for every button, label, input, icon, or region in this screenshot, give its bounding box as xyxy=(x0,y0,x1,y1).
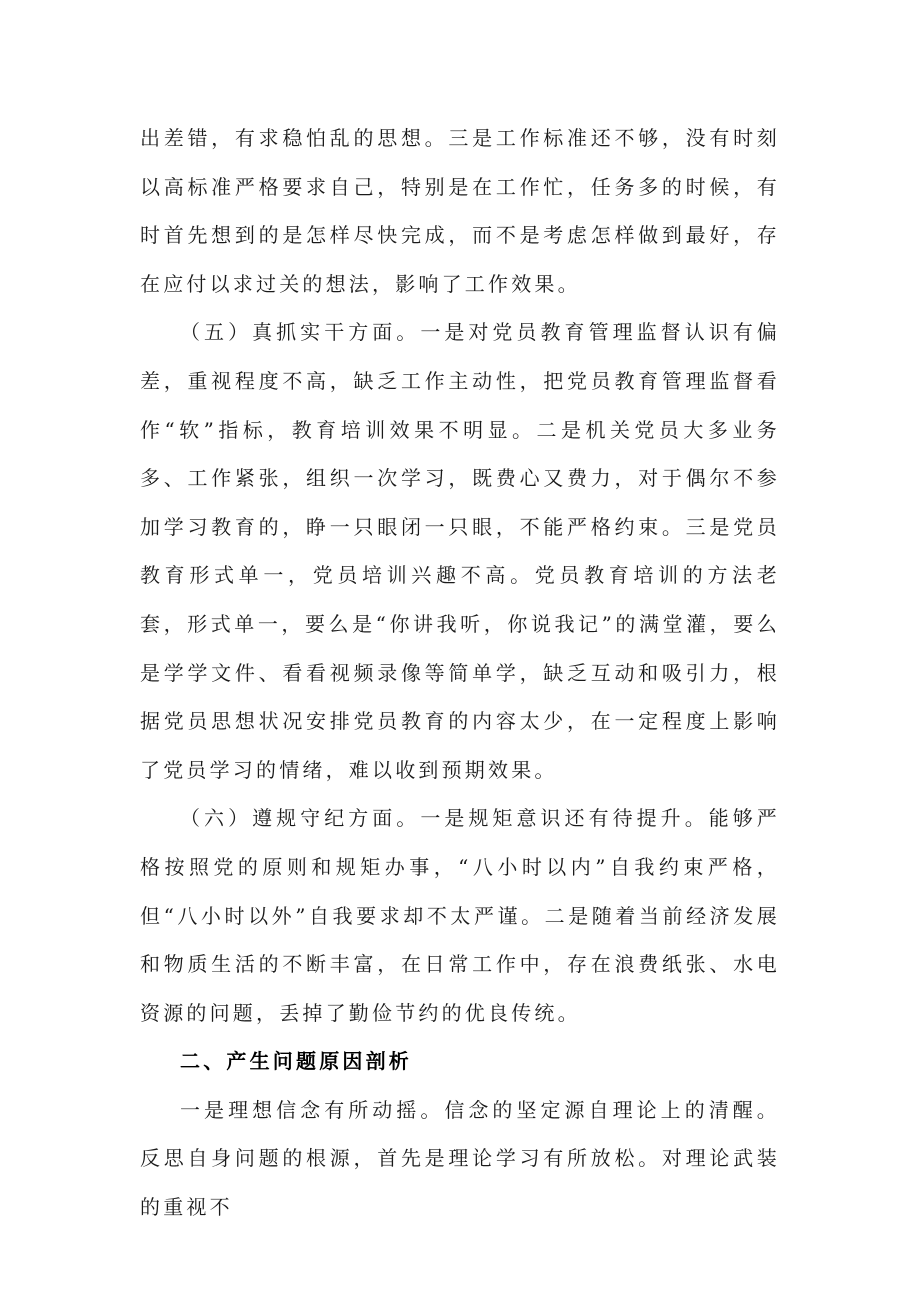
paragraph-section-six: （六）遵规守纪方面。一是规矩意识还有待提升。能够严格按照党的原则和规矩办事，“八小时以内”自我约束严格，但“八小时以外”自我要求却不太严谨。二是随着当前经济发展和物质生活的不断丰富，在日常工作中，存在浪费纸张、水电资源的问题，丢掉了勤俭节约的优良传统。 xyxy=(140,806,780,1025)
paragraph-cause-analysis: 一是理想信念有所动摇。信念的坚定源自理论上的清醒。反思自身问题的根源，首先是理论学习有所放松。对理论武装的重视不 xyxy=(140,1097,780,1220)
document-body xyxy=(140,114,780,1232)
section-heading: 二、产生问题原因剖析 xyxy=(180,1049,412,1074)
paragraph-continued: 出差错，有求稳怕乱的思想。三是工作标准还不够，没有时刻以高标准严格要求自己，特别是在工作忙，任务多的时候，有时首先想到的是怎样尽快完成，而不是考虑怎样做到最好，存在应付以求过关的想法，影响了工作效果。 xyxy=(140,126,780,296)
paragraph-section-five: （五）真抓实干方面。一是对党员教育管理监督认识有偏差，重视程度不高，缺乏工作主动性，把党员教育管理监督看作“软”指标，教育培训效果不明显。二是机关党员大多业务多、工作紧张，组织一次学习，既费心又费力，对于偶尔不参加学习教育的，睁一只眼闭一只眼，不能严格约束。三是党员教育形式单一，党员培训兴趣不高。党员教育培训的方法老套，形式单一，要么是“你讲我听，你说我记”的满堂灌，要么是学学文件、看看视频录像等简单学，缺乏互动和吸引力，根据党员思想状况安排党员教育的内容太少，在一定程度上影响了党员学习的情绪，难以收到预期效果。 xyxy=(140,320,780,782)
